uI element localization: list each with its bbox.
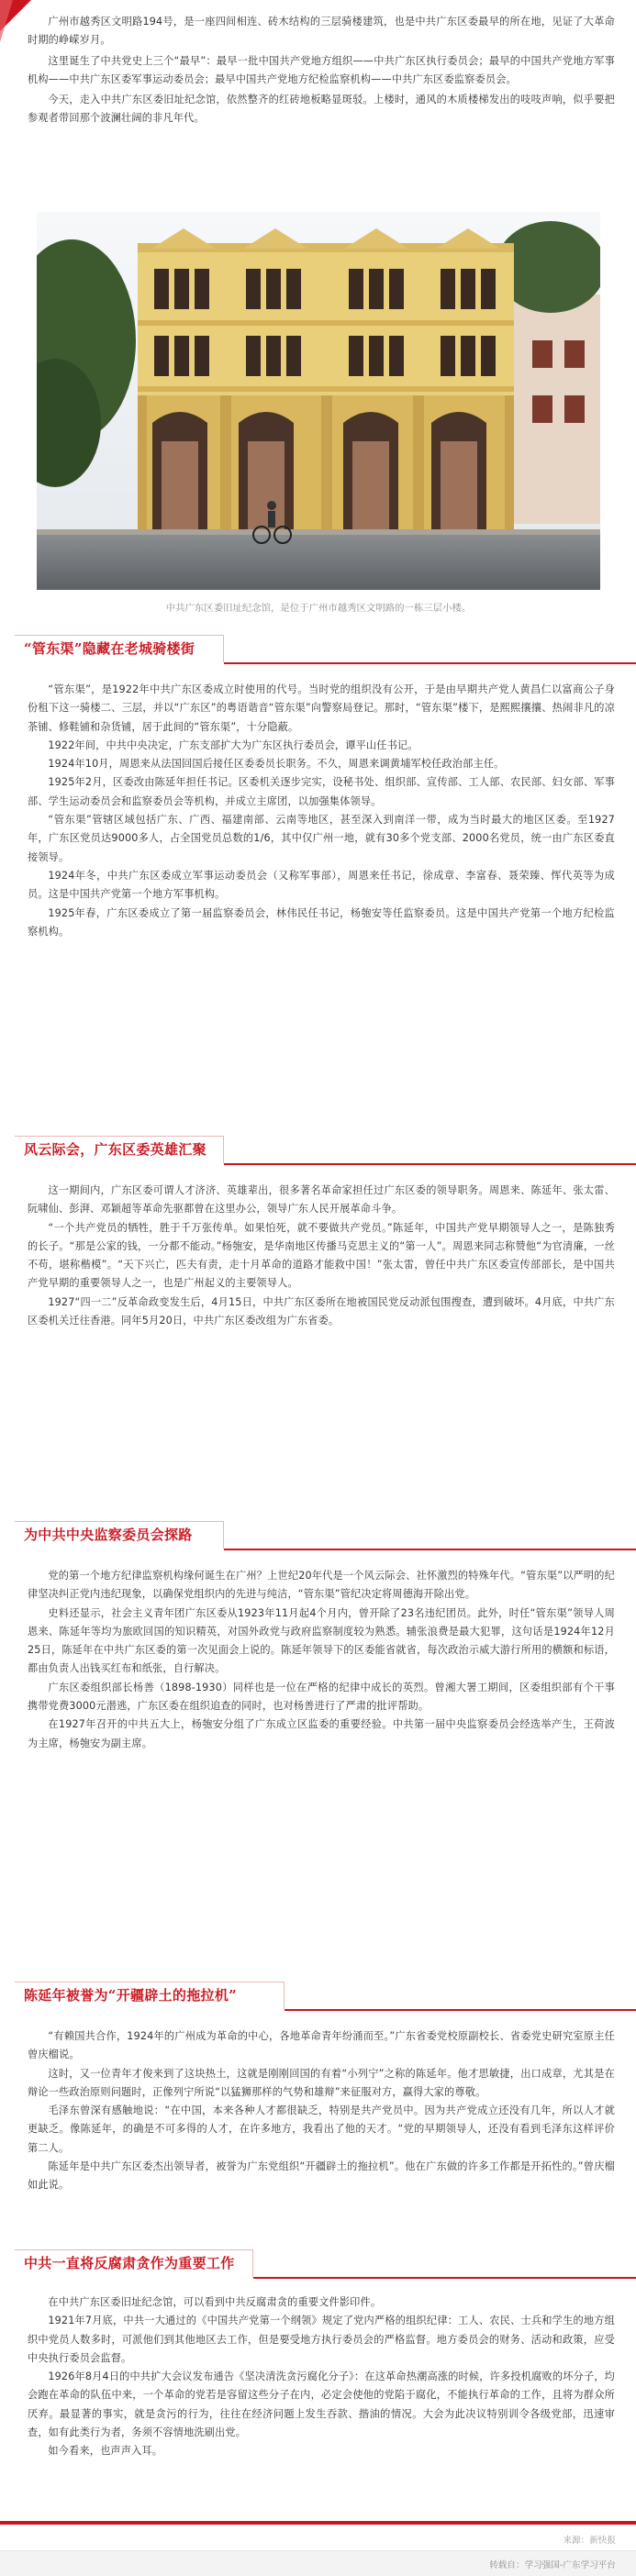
bottom-divider-icon <box>0 2521 636 2525</box>
section-heading <box>0 1136 636 1172</box>
section-paragraph: 1925年2月，区委改由陈延年担任书记。区委机关逐步完实，设秘书处、组织部、宣传部、工人部、农民部、妇女部、军事部、学生运动委员会和监察委员会等机构，并成立主席团，以加强集体领导。 <box>28 776 615 807</box>
section-body <box>28 1567 615 1753</box>
section-paragraph: 1926年8月4日的中共扩大会议发布通告《坚决清洗贪污腐化分子》：在这革命热潮高涨的时候，许多投机腐败的坏分子，均会跑在革命的队伍中来，一个革命的党若是容留这些分子在内，必定会使他的党陷于腐化，不能执行革命的工作，且将为群众所厌弃。最显著的事实，就是贪污的行为，往往在经济问题上发生吞款、揩油的情况。大会为此决议特别训令各级党部，迅速审查，如有此类行为者，务须不容情地洗刷出党。 <box>28 2371 615 2439</box>
section-heading <box>0 1982 636 2018</box>
section-heading <box>0 2249 636 2286</box>
photo-caption: 中共广东区委旧址纪念馆，是位于广州市越秀区文明路的一栋三层小楼。 <box>165 603 472 614</box>
section-body <box>28 2027 615 2195</box>
intro-block <box>28 13 615 128</box>
section-body <box>28 1182 615 1330</box>
intro-paragraph: 今天，走入中共广东区委旧址纪念馆，依然整齐的红砖地板略显斑驳。上楼时，通风的木质楼梯发出的吱吱声响，似乎要把参观者带回那个波澜壮阔的非凡年代。 <box>28 94 615 125</box>
section-paragraph: 1922年间，中共中央决定，广东支部扩大为广东区执行委员会，谭平山任书记。 <box>48 738 418 751</box>
section-paragraph: 如今看来，也声声入耳。 <box>48 2445 163 2458</box>
section-title: 陈延年被誉为“开疆辟土的拖拉机” <box>24 1987 238 2004</box>
section-paragraph: “管东渠”，是1922年中共广东区委成立时使用的代号。当时党的组织没有公开，于是由早期共产党人黄昌仁以富商公子身份租下这一骑楼二、三层，并以“广东区”的粤语谐音“管东渠”向警察局登记。那时，“管东渠”楼下，是熙熙攘攘、热闹非凡的凉茶铺、修鞋铺和杂货铺，居于此间的“管东渠”，十分隐蔽。 <box>28 683 615 733</box>
reprint-footer <box>0 2550 636 2576</box>
section-title: 风云际会，广东区委英雄汇聚 <box>24 1141 206 1158</box>
section-paragraph: “管东渠”管辖区域包括广东、广西、福建南部、云南等地区，甚至深入到南洋一带，成为当时最大的地区区委。至1927年，广东区党员达9000多人，占全国党员总数的1/6，其中仅广州一地，就有30多个党支部、2000名党员，统一由广东区委直接领导。 <box>28 814 615 863</box>
section-title: “管东渠”隐藏在老城骑楼街 <box>24 640 195 657</box>
section-paragraph: 1927“四一二”反革命政变发生后，4月15日，中共广东区委所在地被国民党反动派包围搜查，遭到破坏。4月底，中共广东区委机关迁往香港。同年5月20日，中共广东区委改组为广东省委。 <box>28 1295 615 1327</box>
section-title: 中共一直将反腐肃贪作为重要工作 <box>24 2255 235 2271</box>
section-paragraph: 在中共广东区委旧址纪念馆，可以看到中共反腐肃贪的重要文件影印件。 <box>48 2296 382 2308</box>
section-paragraph: 1924年冬，中共广东区委成立军事运动委员会（又称军事部），周恩来任书记，徐成章、李富春、聂荣臻、恽代英等为成员。这是中国共产党第一个地方军事机构。 <box>28 869 615 901</box>
building-photo <box>37 212 600 590</box>
section-paragraph: 1925年春，广东区委成立了第一届监察委员会，林伟民任书记，杨匏安等任监察委员。这是中国共产党第一个地方纪检监察机构。 <box>28 906 615 938</box>
section-paragraph: 1924年10月，周恩来从法国回国后接任区委委员长职务。不久，周恩来调黄埔军校任政治部主任。 <box>48 758 505 771</box>
section-paragraph: 毛泽东曾深有感触地说：“在中国，本来各种人才都很缺乏，特别是共产党员中。因为共产党成立还没有几年，所以人才就更缺乏。像陈延年，的确是不可多得的人才，在许多地方，我看出了他的天才。“党的早期领导人，还没有看到毛泽东这样评价第二人。 <box>28 2104 615 2154</box>
section-paragraph: “一个共产党员的牺牲，胜于千万张传单。如果怕死，就不要做共产党员。”陈延年，中国共产党早期领导人之一，是陈独秀的长子。“那是公家的钱，一分都不能动。”杨匏安，是华南地区传播马克思主义的“第一人”。周恩来同志称赞他“为官清廉，一丝不苟，堪称楷模”。“天下兴亡，匹夫有责，走十月革命的道路才能救中国！”张太雷，曾任中共广东区委宣传部部长，是中国共产党早期的重要领导人之一，也是广州起义的主要领导人。 <box>28 1221 615 1290</box>
intro-paragraph: 这里诞生了中共党史上三个“最早”：最早一批中国共产党地方组织——中共广东区执行委员会；最早的中国共产党地方军事机构——中共广东区委军事运动委员会；最早中国共产党地方纪检监察机构——中共广东区委监察委员会。 <box>28 54 615 85</box>
section-body <box>28 2293 615 2461</box>
section-paragraph: “有赖国共合作，1924年的广州成为革命的中心，各地革命青年纷涌而至。”广东省委党校原副校长、省委党史研究室原主任曾庆榴说。 <box>28 2030 615 2061</box>
section-title: 为中共中央监察委员会探路 <box>24 1527 193 1543</box>
section-paragraph: 在1927年召开的中共五大上，杨匏安分组了广东成立区监委的重要经验。中共第一届中央监察委员会经选举产生，王荷波为主席，杨匏安为副主席。 <box>28 1718 615 1749</box>
section-paragraph: 陈延年是中共广东区委杰出领导者，被誉为广东党组织“开疆辟土的拖拉机”。他在广东做的许多工作都是开拓性的。”曾庆榴如此说。 <box>28 2160 615 2192</box>
section-paragraph: 广东区委组织部长杨善（1898-1930）同样也是一位在严格的纪律中成长的英烈。曾湘大署工期间，区委组织部有个干事携带党费3000元潜逃，广东区委在组织追查的同时，也对杨善进行了严肃的批评帮助。 <box>28 1681 615 1713</box>
source-label: 来源：新快报 <box>563 2536 616 2546</box>
section-paragraph: 这时，又一位青年才俊来到了这块热土，这就是刚刚回国的有着“小列宁”之称的陈延年。他才思敏捷，出口成章，尤其是在辩论一些政治原则问题时，正像列宁所说“以猛狮那样的气势和雄辩”来征服对方，赢得大家的尊敬。 <box>28 2067 615 2098</box>
reprint-label[interactable]: 转载自：学习强国-广东学习平台 <box>489 2560 616 2570</box>
intro-paragraph: 广州市越秀区文明路194号，是一座四间相连、砖木结构的三层骑楼建筑，也是中共广东区委最早的所在地，见证了大革命时期的峥嵘岁月。 <box>28 16 615 47</box>
section-body <box>28 681 615 941</box>
section-heading <box>0 635 636 672</box>
section-paragraph: 史料还显示，社会主义青年团广东区委从1923年11月起4个月内，曾开除了23名违纪团员。此外，时任“管东渠”领导人周恩来、陈延年等均为旅欧回国的知识精英，对国外政党与政府监察制度较为熟悉。辅张浪费是最大犯罪，这句话是1924年12月25日，陈延年在中共广东区委的第一次见面会上说的。陈延年领导下的区委能省就省，每次政治示威大游行所用的横额和标语，都由负责人出钱买红布和纸张，自行解决。 <box>28 1606 615 1675</box>
section-paragraph: 党的第一个地方纪律监察机构缘何诞生在广州？上世纪20年代是一个风云际会、社怀激烈的特殊年代。“管东渠”以严明的纪律坚决纠正党内违纪现象，以确保党组织内的先进与纯洁，“管东渠”管纪决定将周德海开除出党。 <box>28 1570 615 1601</box>
section-paragraph: 这一期间内，广东区委可谓人才济济、英雄辈出，很多著名革命家担任过广东区委的领导职务。周恩来、陈延年、张太雷、阮啸仙、彭湃、邓颖超等革命先驱都曾在这里办公，领导广东人民开展革命斗争。 <box>28 1184 615 1216</box>
section-heading <box>0 1521 636 1558</box>
section-paragraph: 1921年7月底，中共一大通过的《中国共产党第一个纲领》规定了党内严格的组织纪律：工人、农民、士兵和学生的地方组织中党员人数多时，可派他们到其他地区去工作，但是要受地方执行委员会的严格监督。地方委员会的财务、活动和政策，应受中央执行委员会监督。 <box>28 2315 615 2364</box>
corner-ribbon-icon <box>0 0 31 42</box>
